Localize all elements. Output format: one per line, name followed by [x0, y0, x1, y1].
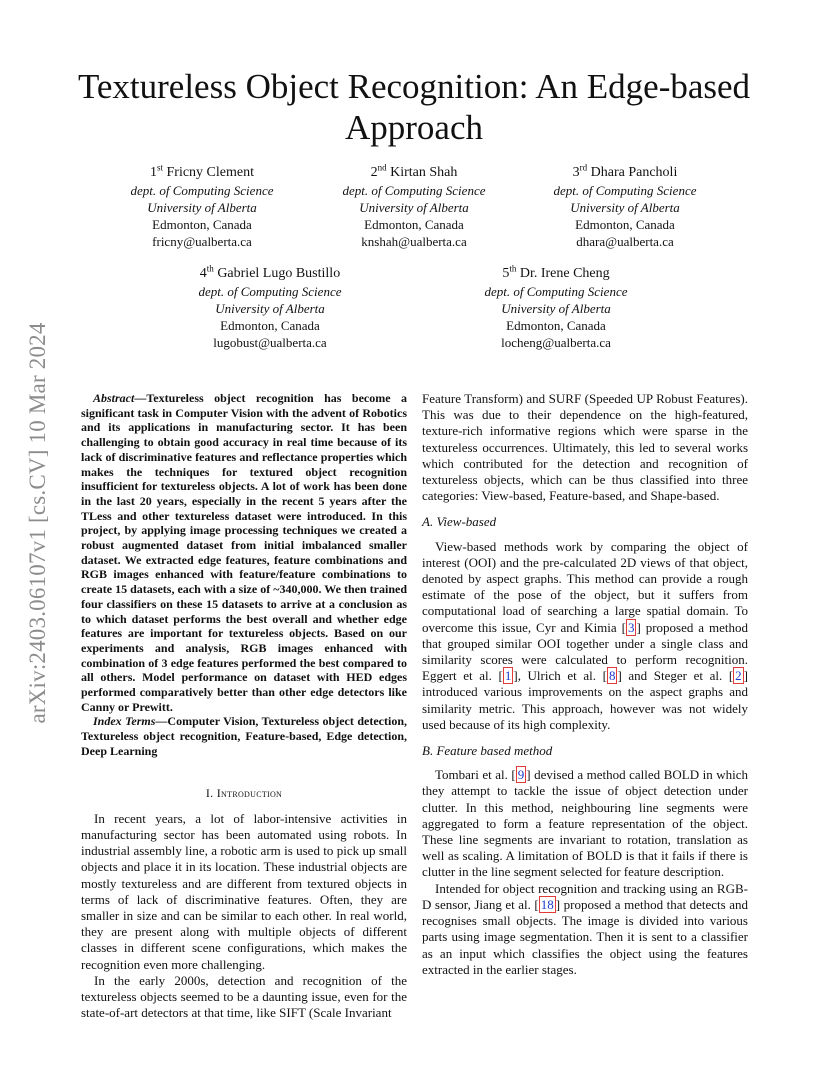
- author-loc-3: Edmonton, Canada: [575, 217, 675, 232]
- citation-link[interactable]: 18: [540, 896, 554, 912]
- subsection-heading-view-based: A. View-based: [422, 514, 497, 530]
- author-loc-4: Edmonton, Canada: [220, 318, 320, 333]
- author-email-4: lugobust@ualberta.ca: [213, 335, 327, 350]
- author-uni-2: University of Alberta: [359, 200, 469, 215]
- author-name-1: 1st Fricny Clement: [149, 162, 254, 180]
- author-email-1: fricny@ualberta.ca: [152, 234, 252, 249]
- left-column: [81, 391, 407, 1021]
- citation-link[interactable]: 1: [504, 668, 512, 684]
- feature-based-paragraph-2: Intended for object recognition and tracking using an RGB-D sensor, Jiang et al. [ 18 ] proposed a method that detects and recognises small objects. The image is divided into various parts using image segmentation. Then it is sent to a classifier as an input which classifies the object using the features extracted in the earlier stages.: [422, 880, 748, 977]
- citation-link[interactable]: 2: [735, 668, 742, 684]
- author-dept-4: dept. of Computing Science: [198, 284, 342, 299]
- view-based-paragraph: View-based methods work by comparing the object of interest (OOI) and the pre-calculated 2D views of that object, denoted by aspect graphs. This method can provide a rough estimate of the pose of the object, but it suffers from computational load of searching a large spatial domain. To overcome this issue, Cyr and Kimia [ 3 ] proposed a method that grouped similar OOI together under a single class and similarity scores were calculated to perform recognition. Eggert et al. [ 1 ], Ulrich et al. [ 8 ] and Steger et al. [ 2 ] introduced various improvements on the aspect graphs and similarity metric. This approach, however was not widely used because of its high complexity.: [422, 538, 748, 732]
- author-dept-2: dept. of Computing Science: [342, 183, 486, 198]
- citation-link[interactable]: 8: [608, 668, 616, 684]
- right-column: [422, 391, 748, 978]
- author-uni-1: University of Alberta: [147, 200, 257, 215]
- arxiv-stamp-text: arXiv:2403.06107v1 [cs.CV] 10 Mar 2024: [25, 321, 50, 724]
- index-terms-text: —Computer Vision, Textureless object detection, Textureless object recognition, Feature-based, Edge detection, Deep Learning: [81, 714, 408, 758]
- abstract-text: —Textureless object recognition has become a significant task in Computer Vision with the advent of Robotics and its applications in manufacturing sector. It has been challenging to obtain good accuracy in real time because of its lack of discriminative features and reflectance properties which makes the techniques for textured object recognition insufficient for textureless objects. A lot of work has been done in the last 20 years, especially in the recent 5 years after the TLess and other textureless dataset were introduced. In this project, by applying image processing techniques we created a robust augmented dataset from initial imbalanced smaller dataset. We extracted edge features, feature combinations and RGB images enhanced with feature/feature combinations to create 15 datasets, each with a size of ~340,000. We then trained four classifiers on these 15 datasets to arrive at a conclusion as to which dataset performs the best overall and whether edge features are important for textureless objects. Based on our experiments and analysis, RGB images enhanced with combination of 3 edge features performed the best compared to all others. Model performance on dataset with HED edges performed comparatively better than other edge detectors like Canny or Prewitt.: [81, 391, 407, 714]
- author-name-5: 5th Dr. Irene Cheng: [502, 263, 610, 281]
- author-dept-1: dept. of Computing Science: [130, 183, 274, 198]
- author-block-1: [92, 164, 312, 250]
- arxiv-stamp: [22, 285, 54, 760]
- author-email-2: knshah@ualberta.ca: [361, 234, 467, 249]
- author-name-3: 3rd Dhara Pancholi: [572, 162, 678, 180]
- author-loc-1: Edmonton, Canada: [152, 217, 252, 232]
- paper-title: Textureless Object Recognition: An Edge-based Approach: [77, 67, 751, 147]
- intro-paragraph-1: In recent years, a lot of labor-intensive activities in manufacturing sector has been automated using robots. In industrial assembly line, a robotic arm is used to pick up small objects and place it in its location. These industrial objects are mostly textureless and are different from textured objects in terms of lack of discriminative features. Often, they are smaller in size and can be similar to each other. In real world, they are present along with multiple objects of different classes in different scene configurations, which makes the recognition even more challenging.: [81, 810, 407, 972]
- intro-paragraph-2: In the early 2000s, detection and recognition of the textureless objects seemed to be a daunting issue, even for the state-of-art detectors at that time, like SIFT (Scale Invariant: [81, 972, 407, 1021]
- author-block-5: [446, 265, 666, 351]
- author-block-3: [515, 164, 735, 250]
- author-name-4: 4th Gabriel Lugo Bustillo: [199, 263, 341, 281]
- feature-based-paragraph-1: Tombari et al. [ 9 ] devised a method called BOLD in which they attempt to tackle the issue of object detection under clutter. In this method, neighbouring line segments were aggregated to form a feature representation of the object. These line segments are invariant to rotation, translation as well as scaling. A limitation of BOLD is that it fails if there is clutter in the line segment selected for feature description.: [422, 767, 748, 880]
- author-uni-5: University of Alberta: [501, 301, 611, 316]
- author-block-4: [160, 265, 380, 351]
- author-loc-2: Edmonton, Canada: [364, 217, 464, 232]
- intro-paragraph-continued: Feature Transform) and SURF (Speeded UP Robust Features). This was due to their dependence on the high-featured, texture-rich informative regions which were sparse in the textureless occurrences. Ultimately, this led to several works which contributed for the detection and recognition of textureless objects, which can be thus classified into three categories: View-based, Feature-based, and Shape-based.: [422, 391, 748, 504]
- author-name-2: 2nd Kirtan Shah: [370, 162, 458, 180]
- author-uni-4: University of Alberta: [215, 301, 325, 316]
- author-email-3: dhara@ualberta.ca: [576, 234, 674, 249]
- author-loc-5: Edmonton, Canada: [506, 318, 606, 333]
- author-uni-3: University of Alberta: [570, 200, 680, 215]
- section-heading-introduction: I. Introduction: [205, 785, 283, 800]
- author-dept-5: dept. of Computing Science: [484, 284, 628, 299]
- citation-link[interactable]: 3: [627, 619, 635, 635]
- author-email-5: locheng@ualberta.ca: [501, 335, 611, 350]
- index-terms: [81, 714, 407, 758]
- author-dept-3: dept. of Computing Science: [553, 183, 697, 198]
- abstract-label: Abstract: [93, 391, 135, 405]
- subsection-heading-feature-based: B. Feature based method: [422, 743, 553, 759]
- citation-link[interactable]: 9: [517, 767, 525, 783]
- abstract: [81, 391, 407, 714]
- index-terms-label: Index Terms: [93, 714, 156, 729]
- author-block-2: [304, 164, 524, 250]
